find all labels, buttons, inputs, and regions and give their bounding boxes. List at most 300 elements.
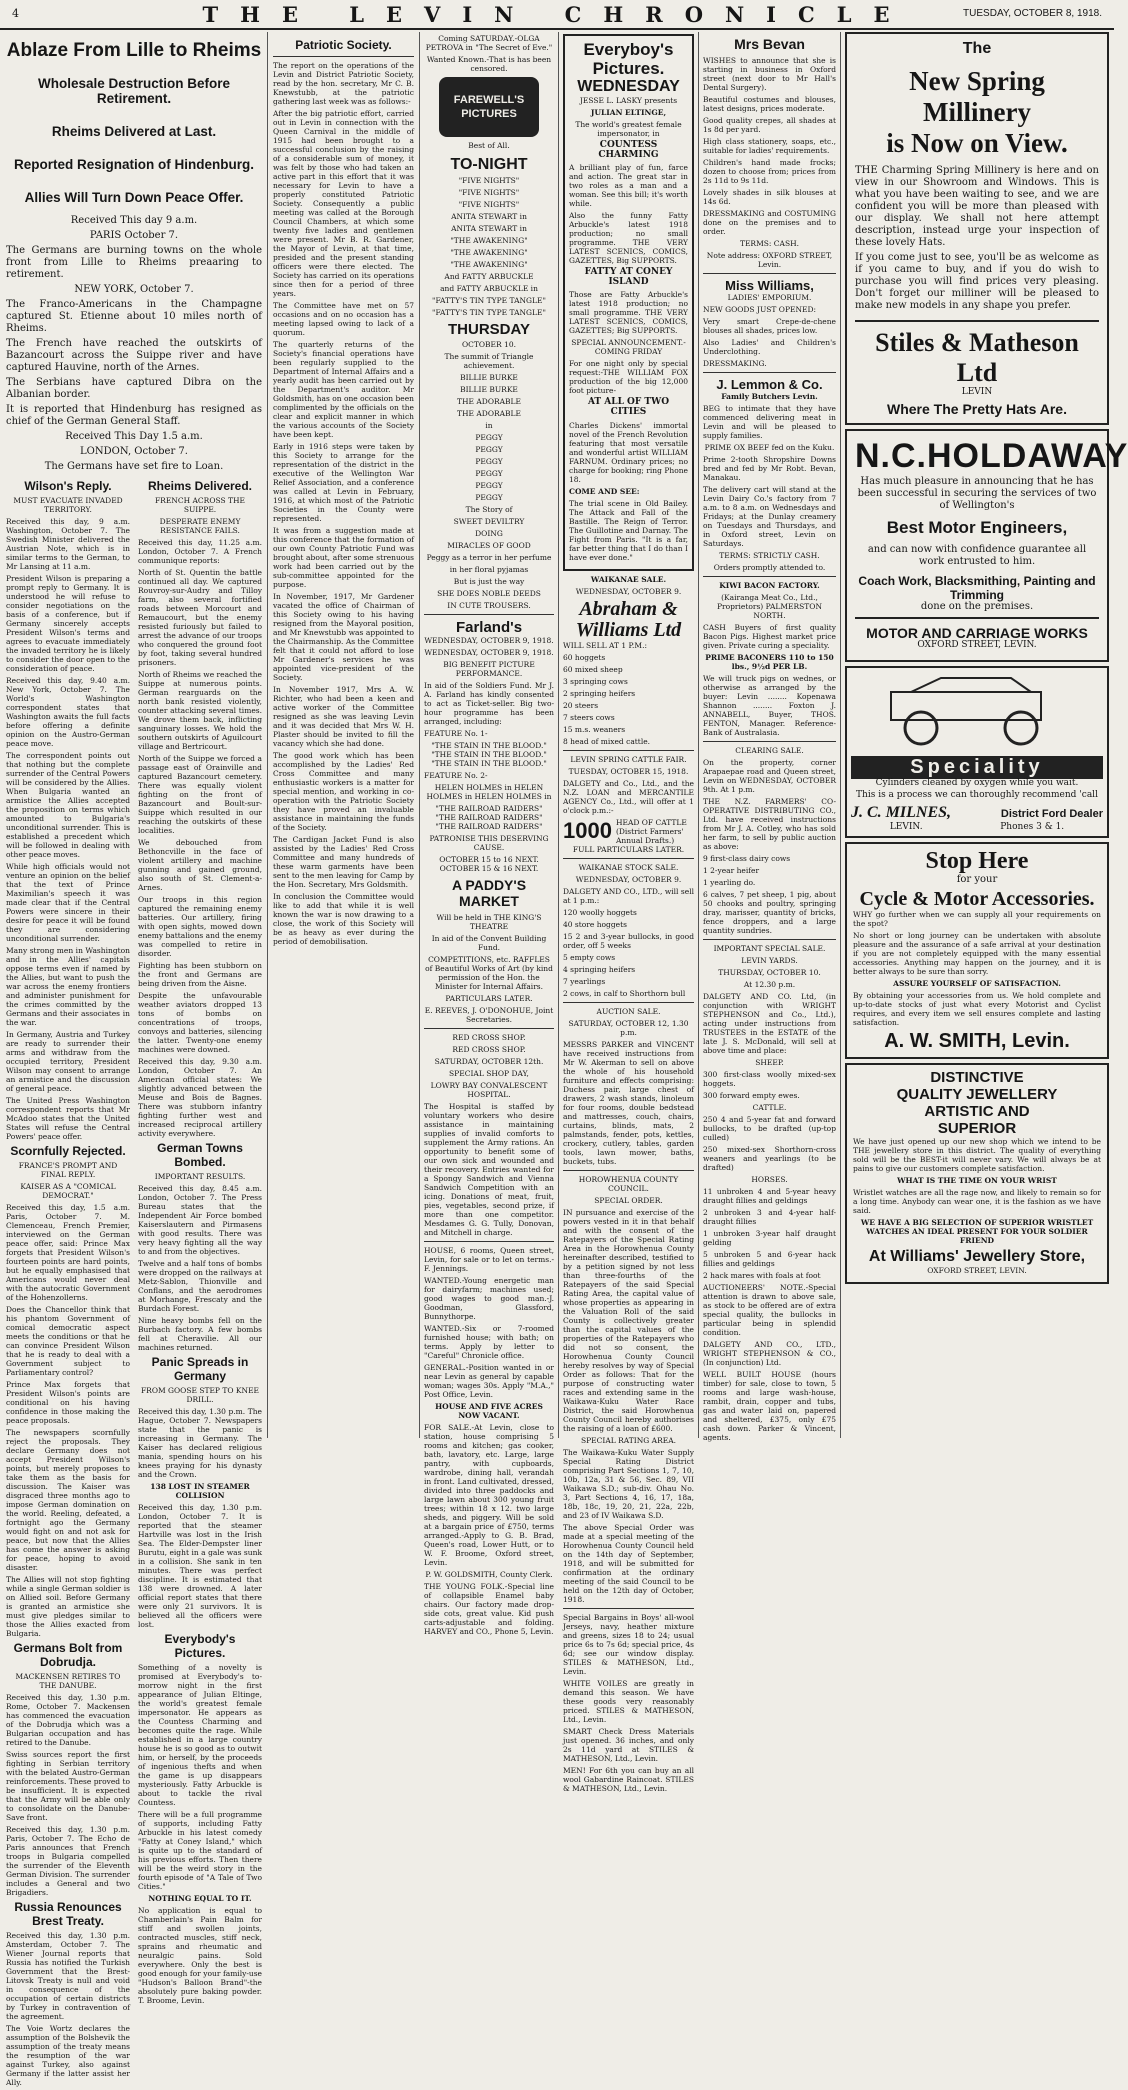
bevan-para: TERMS: CASH. bbox=[739, 239, 800, 248]
ford-dealer: District Ford Dealer bbox=[1000, 807, 1103, 820]
paddy-para: In aid of the Convent Building Fund. bbox=[431, 934, 547, 952]
story: DOING bbox=[475, 529, 503, 538]
red-cross: RED CROSS SHOP. bbox=[452, 1045, 526, 1054]
bevan-para: Beautiful costumes and blouses, latest designs, prices moderate. bbox=[703, 95, 836, 113]
paddys-market: A PADDY'S MARKET bbox=[451, 877, 527, 909]
wilson-para: Received this day, 9.40 a.m. New York, October 7. The World's Washington correspondent states that Washington awaits the full facts before offering a definite opinion on the Austro-German peace move. bbox=[6, 676, 130, 748]
russia-para: The Voie Wortz declares the assumption of the Bolshevik the assumption of the treaty means the resumption of the war against Turkey, also against Germany if the latter assist her Ally. bbox=[6, 2024, 130, 2087]
billie: BILLIE BURKE bbox=[460, 373, 518, 382]
stock-item: 2 springing heifers bbox=[563, 688, 636, 698]
stock-item: 60 mixed sheep bbox=[563, 664, 623, 674]
milnes-line bbox=[851, 804, 1103, 822]
anita: and FATTY ARBUCKLE in bbox=[440, 284, 538, 293]
wrist-time: WHAT IS THE TIME ON YOUR WRIST bbox=[897, 1175, 1057, 1185]
farm-stock: 6 calves, 7 pet sheep, 1 pig, about 50 chooks and poultry, springing dray, marisser, quantity of bricks, fence droppers, and a large quantity sundries. bbox=[703, 890, 836, 935]
red-cross: RED CROSS SHOP. bbox=[452, 1033, 526, 1042]
stiles-ad: SMART Check Dress Materials just opened. 36 inches, and only 2s 11d yard at STILES & MATHESON, Ltd., Levin. bbox=[563, 1726, 694, 1763]
rheims-para: Despite the unfavourable weather aviators dropped 13 tons of bombs on concentrations of troops, convoys and batteries, silencing the latter. Twenty-one enemy machines were downed. bbox=[138, 991, 262, 1054]
house-para: FOR SALE.-At Levin, close to station, house comprising 5 rooms and kitchen; gas cooker, bath, lavatory, etc. Large, large pantry, with cupboards, wardrobe, dining hall, verandah in front. Land cultivated, dressed, divided into three paddocks and large lawn about 300 young fruit trees; within 18 x 12. two large sheds, and piggery. Will be sold at a bargain price of £750, terms arranged.-Apply to G. B. Brad, Queen's road, Lower Hutt, or to W. F. Broome, Oxford street, Levin. bbox=[424, 1423, 554, 1567]
jewellery-3: ARTISTIC AND bbox=[924, 1102, 1030, 1120]
peggy: PEGGY bbox=[475, 469, 503, 478]
farlands-title: Farland's bbox=[455, 619, 523, 636]
stock-item: 7 steers cows bbox=[563, 712, 615, 722]
clearing-para: On the property, corner Arapaepae road and Queen street, Levin on WEDNESDAY, OCTOBER 9th. At 1 p.m. bbox=[703, 758, 836, 794]
classified: HOUSE, 6 rooms, Queen street, Levin, for sale or to let on terms.-F. Jennings. bbox=[424, 1246, 554, 1273]
news-para: PARIS October 7. bbox=[89, 230, 179, 241]
divider bbox=[703, 273, 836, 274]
full-particulars: FULL PARTICULARS LATER. bbox=[572, 844, 685, 854]
anita: "THE AWAKENING" bbox=[450, 248, 528, 257]
bevan-para: Children's hand made frocks; dozen to choose from; prices from 2s 11d to 9s 11d. bbox=[703, 158, 836, 185]
everybodys-para: There will be a full programme of supports, including Fatty Arbuckle in his latest comedy "Fatty at Coney Island," which is quite up to the standard of his previous efforts. Then there will be the weird story in the fourth episode of "A Tale of Two Cities." bbox=[138, 1810, 262, 1891]
classified: WANTED.-Six or 7-roomed furnished house; with bath; on terms. Apply by letter to "Careful" Chronicle office. bbox=[424, 1324, 554, 1360]
jewellery-para: We have just opened up our new shop which we intend to be THE jewellery store in this district. The quality of everything sold will be the BEST-it will never vary. We will always be at pains to give our customers complete satisfaction. bbox=[853, 1136, 1101, 1173]
lemmon-sub: Family Butchers Levin. bbox=[721, 392, 818, 401]
milnes-contact bbox=[851, 822, 1103, 832]
williams-para: NEW GOODS JUST OPENED: bbox=[703, 305, 817, 314]
jewellery-2: QUALITY JEWELLERY bbox=[896, 1085, 1058, 1103]
story: MIRACLES OF GOOD bbox=[447, 541, 531, 550]
imp-stock: 2 unbroken 3 and 4-year half-draught fillies bbox=[703, 1208, 836, 1226]
patriotic-para: The good work which has been accomplished by the Ladies' Red Cross Committee and many enthusiastic workers is a matter for special mention, and working in co-operation with the Patriotic Society they have proved an invaluable assistance in maintaining the funds of the Society. bbox=[273, 751, 414, 832]
dobrudja-para: Received this day, 1.30 p.m. Rome, October 7. Mackensen has commenced the evacuation of the Dobrudja which was a Bulgarian occupation and has retired to the Danube. bbox=[6, 1693, 130, 1747]
farland-para: FEATURE No. 2- bbox=[424, 771, 488, 780]
patriotic-para: The Cardigan Jacket Fund is also assisted by the Ladies' Red Cross Committee and many hundreds of these warm garments have been sent to the men leaving for Camp by the Hon. Secretary, Mrs Goldsmith. bbox=[273, 835, 414, 889]
farland-date: WEDNESDAY, OCTOBER 9, 1918. bbox=[424, 636, 554, 645]
five-nights: "FIVE NIGHTS" bbox=[458, 176, 520, 185]
clearing: CLEARING SALE. bbox=[735, 746, 804, 755]
bevan-para: DRESSMAKING and COSTUMING done on the premises and to order. bbox=[703, 209, 836, 236]
williams-para: Also Ladies' and Children's Underclothing. bbox=[703, 338, 836, 356]
for-your: for your bbox=[956, 873, 998, 885]
stock-item: 20 steers bbox=[563, 700, 599, 710]
patriotic-para: In November, 1917, Mr Gardener vacated the office of Chairman of this Society owing to his having resigned from the Mayoral position, and Mr Knewstubb was appointed to the Chairmanship. As the Committee felt that it could not afford to lose Mr Gardener's services he was appointed vice-president of the Society. bbox=[273, 592, 414, 682]
farm-stock: 1 yearling do. bbox=[703, 878, 756, 887]
story: The Story of bbox=[465, 505, 513, 514]
milnes-levin: LEVIN. bbox=[889, 821, 923, 832]
speciality-banner: Speciality bbox=[851, 756, 1103, 779]
paddy-para: PARTICULARS LATER. bbox=[445, 994, 533, 1003]
stock-2: 4 springing heifers bbox=[563, 964, 636, 974]
scorn-sub: FRANCE'S PROMPT AND FINAL REPLY. bbox=[18, 1161, 118, 1179]
russia-para: Received this day, 1.30 p.m. Amsterdam, October 7. The Wiener Journal reports that Russia has notified the Turkish Government that the Brest-Litovsk Treaty is null and void in consequence of the occupation of certain districts by Turkey in contravention of the agreement. bbox=[6, 1931, 130, 2021]
peggy: PEGGY bbox=[475, 433, 503, 442]
rheims-para: North of the Suippe we forced a passage east of Orainville and captured Bazancourt cemetery. There was equally violent fighting on the front of Bazancourt and Boult-sur-Suippe which resulted in our reaching the outskirts of these localities. bbox=[138, 754, 262, 835]
column-rule bbox=[840, 32, 841, 1438]
stiles-ad: WHITE VOILES are greatly in demand this season. We have these goods very reasonably priced. STILES & MATHESON, Ltd., Levin. bbox=[563, 1678, 694, 1724]
imp-date: THURSDAY, OCTOBER 10. bbox=[718, 968, 821, 977]
scorn-para: Received this day, 1.5 a.m. Paris, October 7. M. Clemenceau, French Premier, interviewed on the German peace offer, said: Prince Max forgets that President Wilson's fourteen points are hard points, but he equally emphasised that Americans would never deal with the autocratic Government of the Hohenzollerns. bbox=[6, 1203, 130, 1302]
stock-item: 8 head of mixed cattle. bbox=[563, 736, 651, 746]
best-motor: Best Motor Engineers, bbox=[886, 517, 1068, 537]
car-illustration bbox=[851, 672, 1101, 752]
divider bbox=[703, 576, 836, 577]
special-para: For one night only by special request:-THE WILLIAM FOX production of the big 12,000 foot picture- bbox=[569, 359, 688, 396]
towns-para: Received this day, 8.45 a.m. London, October 7. The Press Bureau states that the Independent Air Force bombed Kaiserslautern and Pirmasens with good results. There was very heavy fighting all the way to and from the objectives. bbox=[138, 1184, 262, 1256]
panic-sub: FROM GOOSE STEP TO KNEE DRILL. bbox=[140, 1386, 260, 1404]
page-number: 4 bbox=[12, 7, 19, 20]
williams-title: Miss Williams, bbox=[725, 278, 814, 293]
lasky: JESSE L. LASKY presents bbox=[579, 96, 678, 105]
best-of-all: Best of All. bbox=[468, 141, 510, 150]
imp-sign: DALGETY AND CO., LTD., WRIGHT STEPHENSON & CO., (In conjunction) Ltd. bbox=[703, 1340, 836, 1367]
subcolumn-rheims bbox=[138, 476, 262, 2090]
thousand: 1000 bbox=[563, 818, 612, 844]
wilson-para: The United Press Washington correspondent reports that Mr McAdoo states that the United States will refuse the Central Powers' peace offer. bbox=[6, 1096, 130, 1141]
story: But is just the way bbox=[453, 577, 525, 586]
goldsmith: P. W. GOLDSMITH, County Clerk. bbox=[425, 1570, 553, 1579]
car-roof bbox=[911, 678, 1031, 692]
stock-2: 40 store hoggets bbox=[563, 919, 627, 929]
panic-para: Received this day, 1.30 p.m. The Hague, October 7. Newspapers state that the panic is increasing in Germany. The Kaiser has declared religious mania, spending hours on his knees praying for his dynasty and the Crown. bbox=[138, 1407, 262, 1479]
nothing-equal-para: No application is equal to Chamberlain's Pain Balm for stiff and swollen joints, contracted muscles, stiff neck, sprains and rheumatic and neuralgic pains. Sold everywhere. Only the best is good enough for your family-use "Hudson's Balloon Brand"-the absolutely pure baking powder. T. Broome, Levin. bbox=[138, 1906, 262, 2005]
sheep: SHEEP. bbox=[755, 1058, 784, 1067]
imp-stock: 300 forward empty ewes. bbox=[703, 1091, 800, 1100]
car-wheel-rear bbox=[1005, 712, 1037, 744]
auction-date: SATURDAY, OCTOBER 12, 1.30 p.m. bbox=[568, 1018, 689, 1037]
dobrudja-title: Germans Bolt from Dobrudja. bbox=[13, 1641, 123, 1669]
cylinders: Cylinders cleaned by oxygen while you wait. bbox=[875, 777, 1079, 788]
news-para: The Germans have set fire to Loan. bbox=[44, 461, 224, 472]
horo-close: The above Special Order was made at a special meeting of the Horowhenua County Council held on the 14th day of September, 1918, and will be submitted for confirmation at the ordinary meeting of the said Council to be held on the 12th day of October, 1918. bbox=[563, 1522, 694, 1604]
stiles-levin: LEVIN bbox=[961, 387, 993, 397]
column-rule bbox=[267, 32, 268, 1438]
lemmon-para: Prime 2-tooth Shropshire Downs bred and fed by Mr Robt. Bevan, Manakau. bbox=[703, 455, 836, 482]
towns-para: Twelve and a half tons of bombs were dropped on the railways at Metz-Sablon, Thionville and Conflans, and the aerodromes at Morhange, Frescaty and the Burdach Forest. bbox=[138, 1259, 262, 1313]
two-cities: AT ALL OF TWO CITIES bbox=[587, 397, 670, 417]
imp-stock: 2 hack mares with foals at foot bbox=[703, 1271, 821, 1280]
auction-para: MESSRS PARKER and VINCENT have received instructions from Mr W. Akerman to sell on above the whole of his household furniture and effects comprising: Duchess pair, large chest of drawers, 2 wash stands, linoleum for four rooms, double bedstead and mattresses, couch, chairs, curtains, blinds, mats, 2 palmstands, fender, pots, kettles, crockery, cutlery, tables, garden tools, lawn mower, baths, buckets, tubs. bbox=[563, 1039, 694, 1166]
imp-stock: 250 4 and 5-year fat and forward bullocks, to be drafted (up-top culled) bbox=[703, 1115, 836, 1142]
deck-3: Reported Resignation of Hindenburg. bbox=[14, 157, 254, 172]
special-order: SPECIAL ORDER. bbox=[594, 1195, 663, 1205]
williams-addr: OXFORD STREET, LEVIN. bbox=[927, 1265, 1027, 1275]
pretty-hats: Where The Pretty Hats Are. bbox=[887, 400, 1067, 417]
lemmon-para: BEG to intimate that they have commenced delivering meat in Levin and will be pleased to supply families. bbox=[703, 404, 836, 440]
wilson-para: President Wilson is preparing a prompt reply to Germany. It is understood he will refuse to consider negotiations on the basis of a conference, but if Germany sincerely accepts President Wilson's terms and agrees to evacuate immediately the invaded territory he is likely to consider the door open to the consideration of peace. bbox=[6, 574, 130, 673]
julian: JULIAN ELTINGE, bbox=[590, 108, 667, 117]
stock-2: 2 cows, in calf to Shorthorn bull bbox=[563, 988, 686, 998]
fatty-intro: Also the funny Fatty Arbuckle's latest 1918 production; no small programme. THE VERY LATEST SCENICS, COMICS, GAZETTES, Big SUPPORTS. bbox=[569, 211, 688, 266]
dalgety-2: DALGETY AND CO., LTD., will sell at 1 p.m.: bbox=[563, 886, 694, 905]
story: SHE DOES NOBLE DEEDS bbox=[437, 589, 541, 598]
countess: COUNTESS CHARMING bbox=[598, 140, 659, 160]
divider bbox=[563, 1002, 694, 1003]
wilson-para: While high officials would not venture an opinion on the belief that the text of Prince Maximilian's speech it was made clear that if the Central Powers were sincere in their desire for peace it will be found they are considering unconditional surrender. bbox=[6, 862, 130, 943]
millinery-para: If you come just to see, you'll be as welcome as if you came to buy, and if you do wish to purchase you will find prices very pleasing. Don't forget our milliner will be pleased to make new models in any shape you prefer. bbox=[855, 252, 1099, 311]
cycle-ad bbox=[845, 842, 1109, 1059]
peggy: PEGGY bbox=[475, 457, 503, 466]
will-sell: WILL SELL AT 1 P.M.: bbox=[563, 640, 648, 650]
peggy: PEGGY bbox=[475, 445, 503, 454]
everybodys-ad bbox=[563, 34, 694, 571]
rheims-sub: FRENCH ACROSS THE SUIPPE. bbox=[154, 496, 246, 514]
dobrudja-para: Received this day, 1.30 p.m. Paris, October 7. The Echo de Paris announces that French troops in Bulgaria compelled the surrender of the Eleventh German Division. The surrender includes a General and two Brigadiers. bbox=[6, 1825, 130, 1897]
wilson-title: Wilson's Reply. bbox=[24, 479, 112, 493]
millinery-para: THE Charming Spring Millinery is here and on view in our Showroom and Windows. This is what you have been waiting to see, and we are confident you will be more than pleased with our display. We shall not here attempt description, instead urge your inspection of these lovely Hats. bbox=[855, 165, 1099, 248]
scorn-para: Prince Max forgets that President Wilson's points are conditional on his having confidence in those making the peace proposals. bbox=[6, 1380, 130, 1425]
anita: ANITA STEWART in bbox=[451, 212, 527, 221]
divider bbox=[563, 1170, 694, 1171]
column-sales bbox=[563, 32, 694, 1793]
farewells-logo bbox=[439, 77, 539, 137]
smith: A. W. SMITH, Levin. bbox=[884, 1029, 1070, 1052]
dobrudja-para: Swiss sources report the first fighting in Serbian territory with the belated Austro-German reinforcements. These proved to be insufficient. It is expected that the Army will be able only to consolidate on the Danube-Save front. bbox=[6, 1750, 131, 1822]
patriotic-para: Early in 1916 steps were taken by this Society to arrange for the representation of the district in the executive of the Wellington War Relief Association, and a conference was called at Levin in February, 1916, at which most of the Patriotic Societies in the County were represented. bbox=[273, 442, 414, 523]
williams-para: Very smart Crepe-de-chene blouses all shades, prices low. bbox=[703, 317, 836, 335]
fair-para: DALGETY and Co., Ltd., and the N.Z. LOAN and MERCANTILE AGENCY Co., Ltd., will offer at 1 o'clock p.m.:- bbox=[563, 778, 694, 815]
news-para: Received This Day 1.5 a.m. bbox=[65, 431, 203, 442]
everybodys-title-1: Everyboy's bbox=[583, 40, 674, 59]
williams-store: At Williams' Jewellery Store, bbox=[868, 1247, 1086, 1265]
ford-ad bbox=[845, 666, 1109, 838]
news-para: NEW YORK, October 7. bbox=[74, 284, 194, 295]
scorn-para: Does the Chancellor think that his phantom Government of comical democratic aspect meets the conditions or that he can convince President Wilson that he is ready to deal with a Government subject to Parliamentary control? bbox=[6, 1305, 130, 1377]
special: SPECIAL ANNOUNCEMENT.- COMING FRIDAY bbox=[571, 338, 686, 357]
jewellery-4: SUPERIOR bbox=[937, 1119, 1017, 1137]
coach-work: Coach Work, Blacksmithing, Painting and Trimming bbox=[858, 573, 1096, 602]
news-para: The Serbians have captured Dibra on the Albanian border. bbox=[6, 377, 262, 400]
rheims-para: Received this day, 11.25 a.m. London, October 7. A French communique reports: bbox=[138, 538, 262, 565]
divider bbox=[703, 741, 836, 742]
divider bbox=[563, 858, 694, 859]
rheims-para: Our troops in this region captured the remaining enemy batteries. Our artillery, firing with open sights, mowed down enemy battalions and the enemy was compelled to retire in disorder. bbox=[138, 895, 262, 958]
lemmon-title: J. Lemmon & Co. bbox=[716, 377, 823, 392]
imp-stock: 1 unbroken 3-year half draught gelding bbox=[703, 1229, 836, 1247]
wed-2: WEDNESDAY, OCTOBER 9. bbox=[575, 874, 682, 884]
lost-para: Received this day, 1.30 p.m. London, October 7. It is reported that the steamer Hartville was lost in the Irish Sea. The Elder-Dempster liner Burutu, eight in a gale was sunk in a collision. She sank in ten minutes. There was perfect discipline. It is estimated that 138 were drowned. A later official report states that there were only 21 survivors. It is believed all the officers were lost. bbox=[138, 1503, 262, 1629]
anita: And FATTY ARBUCKLE bbox=[444, 272, 534, 281]
patriotic-para: The report on the operations of the Levin and District Patriotic Society, read by the hon. secretary, Mr C. B. Knewstubb, at the patriotic gathering last week was as follows:- bbox=[273, 61, 414, 106]
milnes-phones: Phones 3 & 1. bbox=[1000, 821, 1065, 832]
stock-item: 15 m.s. weaners bbox=[563, 724, 626, 734]
bevan-title: Mrs Bevan bbox=[734, 36, 805, 52]
scorn-para: The Allies will not stop fighting while a single German soldier is on Allied soil. Before Germany is granted an armistice she must give pledges similar to those the Allies exacted from Bulgaria. bbox=[6, 1575, 130, 1638]
holdaway-ad bbox=[845, 429, 1128, 662]
column-war-news bbox=[6, 32, 262, 2087]
imp-sale: IMPORTANT SPECIAL SALE. bbox=[713, 944, 826, 953]
farland-para: "THE STAIN IN THE BLOOD." "THE STAIN IN THE BLOOD." "THE STAIN IN THE BLOOD." bbox=[431, 741, 547, 768]
divider bbox=[424, 614, 554, 615]
stock-2: 5 empty cows bbox=[563, 952, 616, 962]
holdaway-para-2: and can now with confidence guarantee all work entrusted to him. bbox=[867, 543, 1087, 567]
rheims-para: Fighting has been stubborn on the front and Germans are being driven from the Aisne. bbox=[138, 961, 262, 988]
wilson-para: The correspondent points out that nothing but the complete surrender of the Central Powers will be considered by the Allies. When Bulgaria wanted an armistice the Allies accepted the proposition on terms which amounted to Bulgaria's unconditional surrender. This is established a precedent which will be followed in dealing with other peace moves. bbox=[6, 751, 130, 859]
five-nights: "FIVE NIGHTS" bbox=[458, 188, 520, 197]
stop-here: Stop Here bbox=[925, 847, 1029, 874]
patriotic-para: In November 1917, Mrs A. W. Richter, who had been a keen and active worker of the Committee resigned as she was leaving Levin and it was decided that Mrs W. H. Plaster should be invited to fill the vacancy which she had done. bbox=[273, 685, 414, 748]
paddy-para: E. REEVES, J. O'DONOHUE, Joint Secretaries. bbox=[424, 1006, 554, 1024]
thursday: THURSDAY bbox=[448, 321, 530, 338]
jewellery-1: DISTINCTIVE bbox=[930, 1068, 1024, 1086]
news-para: The Franco-Americans in the Champagne captured St. Etienne about 10 miles north of Rheims. bbox=[6, 299, 262, 334]
assure-para: By obtaining your accessories from us. We hold complete and up-to-date stocks of just what every Motorist and Cyclist requires, and every item we sell ensures complete and lasting satisfaction. bbox=[853, 990, 1101, 1027]
stock-item: 60 hoggets bbox=[563, 652, 606, 662]
holdaway-para: Has much pleasure in announcing that he has been successful in securing the services of two of Wellington's bbox=[857, 475, 1097, 511]
process: This is a process we can thoroughly recommend 'call bbox=[856, 790, 1098, 801]
rheims-para: North of Rheims we reached the Suippe at numerous points. German rearguards on the north bank resisted violently, counter attacking several times. We drove them back, inflicting sanguinary losses. We hold the southern outskirts of Aguilcourt village and Bertricourt. bbox=[138, 670, 262, 751]
everybodys-title: Everybody's Pictures. bbox=[164, 1632, 236, 1660]
bevan-para: Good quality crepes, all shades at 1s 8d per yard. bbox=[703, 116, 836, 134]
farland-para: FEATURE No. 1- bbox=[424, 729, 488, 738]
countess-para: A brilliant play of fun, farce and action. The great star in two roles as a man and a woman. See this bill; it's worth while. bbox=[569, 163, 688, 209]
car-body bbox=[891, 692, 1041, 720]
red-cross-para: The Hospital is staffed by voluntary workers who desire assistance in maintaining supplies of invalid comforts to supplement the Army rations. An opportunity to benefit some of our own sick and wounded and their recovery. Entries wanted for a Spongy Sandwich and Vienna Sandwich Competition with an icing. Donations of meat, fruit, pies, vegetables, second prize, if more than one competitor. Mesdames G. G. Tully, Donovan, and Mitchell in charge. bbox=[424, 1102, 554, 1237]
column-patriotic bbox=[273, 32, 414, 1438]
anita: "FATTY'S TIN TYPE TANGLE" bbox=[432, 296, 546, 305]
millinery-headline-1: New Spring Millinery bbox=[909, 66, 1045, 127]
news-para: The French have reached the outskirts of Bazancourt across the Suippe river and have captured Hauvine, north of the Arnes. bbox=[6, 338, 262, 373]
story: Peggy as a terror in her perfume bbox=[426, 553, 552, 562]
scorn-sub-2: KAISER AS A "COMICAL DEMOCRAT." bbox=[20, 1182, 116, 1200]
farland-para: OCTOBER 15 to 16 NEXT. OCTOBER 15 & 16 NEXT. bbox=[439, 855, 539, 873]
stiles-matheson: Stiles & Matheson Ltd bbox=[855, 320, 1099, 388]
fatty-para: Those are Fatty Arbuckle's latest 1918 production; no small programme. THE VERY LATEST SCENICS, COMICS, GAZETTES; Big SUPPORTS. bbox=[569, 290, 688, 336]
nothing-equal-title: NOTHING EQUAL TO IT. bbox=[148, 1894, 252, 1903]
column-businesses bbox=[703, 32, 836, 1442]
watches: WE HAVE A BIG SELECTION OF SUPERIOR WRISTLET WATCHES AN IDEAL PRESENT FOR YOUR SOLDIER FRIEND bbox=[860, 1217, 1094, 1245]
bevan-para: WISHES to announce that she is starting in business in Oxford street (next door to Mr Hall's Dental Surgery). bbox=[703, 56, 836, 92]
patriotic-para: It was from a suggestion made at this conference that the formation of our own County Patriotic Fund was brought about, after some strenuous work had been carried out by the sub-committee appointed for the purpose. bbox=[273, 526, 414, 589]
rheims-sub-2: DESPERATE ENEMY RESISTANCE FAILS. bbox=[159, 517, 241, 535]
coach-sub: done on the premises. bbox=[920, 600, 1034, 612]
motor-sub: OXFORD STREET, LEVIN. bbox=[917, 640, 1037, 651]
wednesday: WEDNESDAY bbox=[577, 78, 680, 95]
julian-desc: The world's greatest female impersonator, in bbox=[575, 120, 682, 138]
kiwi-agents: We will truck pigs on wednes, or otherwise as arranged by the buyer: Levin ........ Kopenawa Shannon ........ Foxton J. ANNABELL, Buyer, THOS. FENTON, Manager. Reference-Bank of Australasia. bbox=[703, 674, 836, 737]
patriotic-para: After the big patriotic effort, carried out in Levin in connection with the Queen Carnival in the middle of 1915 had been brought to a successful conclusion by the raising of a considerable sum of money, it was felt by those who had taken an active part in this effort that it was necessary for Levin to have a properly constituted Patriotic Society. Consequently a public meeting was called at the Borough Council Chambers, at which some twenty five ladies and gentlemen were present. Mr B. R. Gardener, the Mayor of Levin, at that time, presided and the present standing officers were there elected. The Society has carried on its operations since then for a period of three years. bbox=[273, 109, 414, 298]
wed-oct: WEDNESDAY, OCTOBER 9. bbox=[575, 586, 682, 596]
nz-farmers: THE N.Z. FARMERS' CO-OPERATIVE DISTRIBUTING CO., Ltd. have received instructions from Mr J. A. Cotley, who has sold her farm, to sell by public auction as above: bbox=[703, 797, 836, 851]
farland-date: WEDNESDAY, OCTOBER 9, 1918. bbox=[424, 648, 554, 657]
cycle-accessories: Cycle & Motor Accessories. bbox=[859, 887, 1095, 910]
farm-stock: 9 first-class dairy cows bbox=[703, 854, 791, 863]
oct-10: OCTOBER 10. bbox=[462, 340, 516, 349]
divider bbox=[703, 939, 836, 940]
head-cattle: HEAD OF CATTLE (District Farmers' Annual Drafts.) bbox=[615, 817, 687, 845]
bevan-para: High class stationery, soaps, etc., suitable for ladies' requirements. bbox=[703, 137, 836, 155]
billie: BILLIE BURKE bbox=[460, 385, 518, 394]
news-para: LONDON, October 7. bbox=[80, 446, 188, 457]
scorn-para: The newspapers scornfully reject the proposals. They declare Germany does not accept President Wilson's points, but merely proposes to take them as the basis for discussion. The Kaiser was disgraced three months ago to impose German domination on the world. Reeling, defeated, a fortnight ago the Germany would fight on and not ask for peace, but now that the Allies has come the answer is asking for peace, hoping to avoid disaster. bbox=[6, 1428, 130, 1572]
towns-sub: IMPORTANT RESULTS. bbox=[154, 1172, 246, 1181]
stiles-ad: MEN! For 6th you can buy an all wool Gabardine Raincoat. STILES & MATHESON, Ltd., Levin. bbox=[563, 1765, 694, 1793]
patriotic-para: The quarterly returns of the Society's financial operations have been regularly supplied to the Department of Internal Affairs and a yearly audit has been carried out by the Department's auditor. Mr Goldsmith, has on one occasion been complimented by the officials on the clear and explicit manner in which the various accounts of the Society have been kept. bbox=[273, 340, 414, 439]
farland-para: HELEN HOLMES in HELEN HOLMES in HELEN HOLMES in bbox=[426, 783, 552, 801]
millinery-ad bbox=[845, 32, 1109, 425]
triangle: The summit of Triangle achievement. bbox=[444, 352, 534, 370]
subcolumn-wilson bbox=[6, 476, 130, 2090]
imp-time: At 12.30 p.m. bbox=[743, 980, 796, 989]
levin-fair: LEVIN SPRING CATTLE FAIR. bbox=[570, 754, 687, 764]
stock-2: 7 yearlings bbox=[563, 976, 606, 986]
abraham-williams-1: Abraham & bbox=[579, 597, 678, 620]
column-rule bbox=[419, 32, 420, 1438]
lemmon-para: TERMS: STRICTLY CASH. bbox=[719, 551, 820, 560]
farland-para: BIG BENEFIT PICTURE PERFORMANCE. bbox=[443, 660, 535, 678]
milnes: J. C. MILNES, bbox=[851, 803, 952, 821]
millinery-headline-2: is Now on View. bbox=[886, 128, 1068, 158]
lost-title: 138 LOST IN STEAMER COLLISION bbox=[150, 1482, 250, 1500]
fatty: FATTY AT CONEY ISLAND bbox=[584, 267, 673, 287]
farland-para: In aid of the Soldiers Fund. Mr J. A. Farland has kindly consented to act as Ticket-seller. Big two-hour programme has been arranged, including: bbox=[424, 681, 554, 726]
divider bbox=[424, 1241, 554, 1242]
deck-1: Wholesale Destruction Before Retirement. bbox=[37, 76, 231, 106]
motor-works: MOTOR AND CARRIAGE WORKS bbox=[855, 617, 1099, 641]
millinery-the: The bbox=[962, 40, 992, 57]
coming-saturday: Coming SATURDAY.-OLGA PETROVA in "The Secret of Eve." bbox=[425, 34, 553, 52]
masthead bbox=[0, 0, 1114, 30]
classified: GENERAL.-Position wanted in or near Levin as general by capable woman; wages 30s. Apply "M.A.," Post Office, Levin. bbox=[424, 1363, 554, 1399]
rheims-title: Rheims Delivered. bbox=[147, 479, 253, 493]
williams-para: DRESSMAKING. bbox=[703, 359, 767, 368]
towns-title: German Towns Bombed. bbox=[157, 1141, 243, 1169]
stiles-ad: Special Bargains in Boys' all-wool Jerseys, navy, heather mixture and greens, sizes 18 to 24; usual price 6s to 7s 6d; special price, 4s 6d; see our window display. STILES & MATHESON, Ltd., Levin. bbox=[563, 1612, 694, 1676]
divider bbox=[563, 750, 694, 751]
lemmon-para: The delivery cart will stand at the Levin Dairy Co.'s factory from 7 a.m. to 8 a.m. on Wednesdays and Fridays; at the Dunlay creamery on Tuesdays and Thursdays, and in Oxford street, Levin on Saturdays. bbox=[703, 485, 836, 548]
in: in bbox=[485, 421, 493, 430]
issue-date: TUESDAY, OCTOBER 8, 1918. bbox=[963, 8, 1102, 19]
paddy-para: Will be held in THE KING'S THEATRE bbox=[436, 913, 542, 931]
newspaper-title: THE LEVIN CHRONICLE bbox=[202, 2, 912, 27]
assure: ASSURE YOURSELF OF SATISFACTION. bbox=[893, 978, 1061, 988]
waikanae-sale: WAIKANAE SALE. bbox=[590, 574, 667, 584]
kiwi: KIWI BACON FACTORY. bbox=[719, 581, 820, 590]
column-rule bbox=[558, 32, 559, 1438]
lemmon-para: PRIME OX BEEF fed on the Kuku. bbox=[704, 443, 835, 452]
red-cross: SATURDAY, OCTOBER 12th. bbox=[434, 1057, 544, 1066]
cycle-para: No short or long journey can be undertaken with absolute pleasure and the assurance of a safe arrival at your destination if you are not completely equipped with the many essential accessories. Anything may happen on the journey, and it is better always to be sure than sorry. bbox=[853, 930, 1101, 976]
thousand-head bbox=[563, 818, 694, 845]
come-and-see: COME AND SEE: bbox=[569, 486, 640, 496]
classified: WANTED.-Young energetic man for dairyfarm; machines used; good wages to good man.-J. Goodman, Glassford, Bunnythorpe. bbox=[424, 1276, 554, 1321]
column-pictures bbox=[424, 32, 554, 1636]
deck-4: Allies Will Turn Down Peace Offer. bbox=[24, 190, 244, 205]
jewellery-ad bbox=[845, 1063, 1109, 1284]
wilson-sub: MUST EVACUATE INVADED TERRITORY. bbox=[13, 496, 123, 514]
dickens: Charles Dickens' immortal novel of the French Revolution featuring that most versatile and wonderful artist WILLIAM FARNUM. Ordinary prices; no charge for booking; ring Phone 18. bbox=[569, 420, 688, 484]
divider bbox=[563, 1608, 694, 1609]
kiwi-para: CASH Buyers of first quality Bacon Pigs. Highest market price given. Private curing a speciality. bbox=[703, 623, 836, 650]
anita: "THE AWAKENING" bbox=[450, 236, 528, 245]
divider bbox=[273, 56, 414, 57]
headline: Ablaze From Lille to Rheims bbox=[6, 40, 262, 61]
anita: "THE AWAKENING" bbox=[450, 260, 528, 269]
stock-2: 120 woolly hoggets bbox=[563, 907, 637, 917]
horo-para: IN pursuance and exercise of the powers vested in it in that behalf and with the consent of the Ratepayers of the Special Rating Area in the Horowhenua County hereinafter described, testified to by a petition signed by not less than three-fourths of the Ratepayers of the said Special Rating Area, the capital value of whose properties as appearing in the Valuation Roll of the said County is collectively greater than the capital values of the properties of the Ratepayers who did not so consent, the Horowhenua County Council hereby resolves by way of Special Order as follows: That for the purpose of constructing water races and extending same in the Waikawa-Kuku Water Race District, the said Horowhenua County Council hereby authorises the raising of a loan of £600. bbox=[563, 1207, 694, 1433]
wilson-para: Many strong men in Washington and in the Allies' capitals oppose terms even if named by the Allies, but want to push the war across the enemy frontiers and administer punishment for the crimes committed by the Germans and their associates in the war. bbox=[6, 946, 130, 1027]
anita: "FATTY'S TIN TYPE TANGLE" bbox=[432, 308, 546, 317]
imp-note: AUCTIONEERS' NOTE.-Special attention is drawn to above sale, as stock to be offered are of extra special quality, the bullocks in particular being in splendid condition. bbox=[703, 1283, 836, 1337]
everybodys-title-2: Pictures. bbox=[592, 59, 665, 78]
waikanae-2: WAIKANAE STOCK SALE. bbox=[578, 862, 679, 872]
bevan-para: Note address: OXFORD STREET, Levin. bbox=[706, 251, 833, 269]
paddy-para: COMPETITIONS, etc. RAFFLES of Beautiful Works of Art (by kind permission of the Hon. the Minister for Internal Affairs. bbox=[425, 955, 553, 991]
kiwi-para: PRIME BACONERS 110 to 150 lbs., 9½d PER LB. bbox=[705, 653, 834, 671]
stock-item: 3 springing cows bbox=[563, 676, 628, 686]
wilson-para: In Germany, Austria and Turkey are ready to surrender their arms and withdraw from the occupied territory, President Wilson may consent to arrange an armistice and the discussion of general peace. bbox=[6, 1030, 130, 1093]
imp-para: DALGETY AND CO. Ltd, (in conjunction with WRIGHT STEPHENSON and Co., Ltd.), acting under instructions from TRUSTEES in the ESTATE of the late J. S. McDonald, will sell at above time and place: bbox=[703, 992, 836, 1055]
patriotic-para: The Committee have met on 57 occasions and on no occasion has a meeting lapsed owing to lack of a quorum. bbox=[273, 301, 414, 337]
five-nights: "FIVE NIGHTS" bbox=[458, 200, 520, 209]
stock-2: 15 2 and 3-year bullocks, in good order, off 5 weeks bbox=[563, 931, 694, 950]
red-cross: SPECIAL SHOP DAY, bbox=[449, 1069, 529, 1078]
wilson-para: Received this day, 9 a.m. Washington, October 7. The Swedish Minister delivered the Austrian Note, which is in similar terms to the German, to Mr Lansing at 11 a.m. bbox=[6, 517, 130, 571]
auction: AUCTION SALE. bbox=[596, 1006, 661, 1016]
rheims-para: Received this day, 9.30 a.m. London, October 7. An American official states: We slightly advanced between the Meuse and Bois de Bagnes. There was stubborn infantry fighting further west and increased reciprocal artillery activity everywhere. bbox=[138, 1057, 262, 1138]
panic-title: Panic Spreads in Germany bbox=[151, 1355, 249, 1383]
adorable: THE ADORABLE bbox=[456, 397, 521, 406]
